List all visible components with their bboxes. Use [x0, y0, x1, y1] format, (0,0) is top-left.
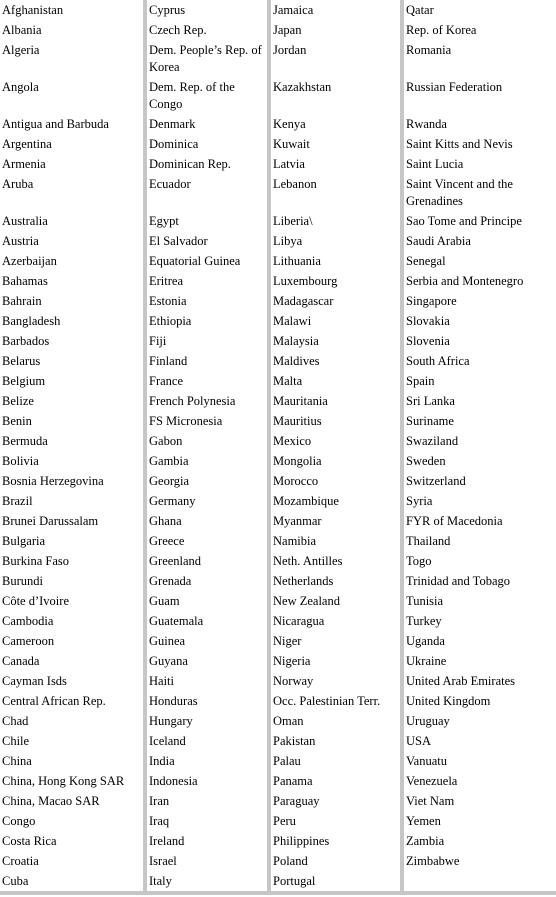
- country-cell: Portugal: [269, 871, 402, 893]
- country-cell: Senegal: [406, 254, 446, 268]
- country-cell: Haiti: [145, 671, 269, 691]
- country-cell: Bolivia: [0, 451, 145, 471]
- country-cell: Denmark: [145, 114, 269, 134]
- table-row: [0, 431, 556, 451]
- country-cell: Jamaica: [269, 0, 402, 20]
- country-cell: Ghana: [145, 511, 269, 531]
- table-row: [0, 451, 556, 471]
- country-cell: Norway: [269, 671, 402, 691]
- country-cell: Guinea: [145, 631, 269, 651]
- table-row: [0, 531, 556, 551]
- country-cell: China, Hong Kong SAR: [0, 771, 145, 791]
- country-cell: Azerbaijan: [0, 251, 145, 271]
- country-cell: Chad: [0, 711, 145, 731]
- country-cell: Romania: [406, 43, 452, 57]
- table-row: [0, 851, 556, 871]
- country-cell: Indonesia: [145, 771, 269, 791]
- country-cell: Cambodia: [0, 611, 145, 631]
- country-cell: Israel: [145, 851, 269, 871]
- country-cell: Kuwait: [269, 134, 402, 154]
- table-row: [0, 511, 556, 531]
- country-cell: Greece: [145, 531, 269, 551]
- country-cell: Dominican Rep.: [145, 154, 269, 174]
- country-cell: Chile: [0, 731, 145, 751]
- table-row: [0, 751, 556, 771]
- table-row: [0, 811, 556, 831]
- table-row: [0, 671, 556, 691]
- country-cell: Congo: [0, 811, 145, 831]
- country-cell: Angola: [0, 77, 145, 114]
- country-cell: French Polynesia: [145, 391, 269, 411]
- country-cell: Occ. Palestinian Terr.: [269, 691, 402, 711]
- country-cell: Greenland: [145, 551, 269, 571]
- country-cell: Zimbabwe: [406, 854, 460, 868]
- country-cell: Belarus: [0, 351, 145, 371]
- country-cell: Estonia: [145, 291, 269, 311]
- table-row: [0, 771, 556, 791]
- country-cell: Mozambique: [269, 491, 402, 511]
- country-cell: Suriname: [406, 414, 454, 428]
- country-cell: Niger: [269, 631, 402, 651]
- table-row: [0, 311, 556, 331]
- country-cell: FYR of Macedonia: [406, 514, 503, 528]
- country-cell: Guam: [145, 591, 269, 611]
- country-cell: Aruba: [0, 174, 145, 211]
- country-cell: Côte d’Ivoire: [0, 591, 145, 611]
- country-cell: Nicaragua: [269, 611, 402, 631]
- country-cell: Saint Vincent and the Grenadines: [406, 177, 513, 208]
- country-cell: Bahamas: [0, 271, 145, 291]
- table-row: [0, 271, 556, 291]
- table-row: [0, 331, 556, 351]
- country-cell: Kenya: [269, 114, 402, 134]
- table-row: [0, 211, 556, 231]
- country-cell: Albania: [0, 20, 145, 40]
- country-cell: Viet Nam: [406, 794, 455, 808]
- country-cell: Slovenia: [406, 334, 450, 348]
- country-cell: Guyana: [145, 651, 269, 671]
- table-row: [0, 831, 556, 851]
- country-cell: Liberia\: [269, 211, 402, 231]
- table-row: [0, 114, 556, 134]
- country-cell: Gabon: [145, 431, 269, 451]
- country-cell: Canada: [0, 651, 145, 671]
- country-cell: Dominica: [145, 134, 269, 154]
- country-cell: Armenia: [0, 154, 145, 174]
- country-cell: Dem. People’s Rep. of Korea: [145, 40, 269, 77]
- country-cell: Swaziland: [406, 434, 459, 448]
- country-cell: Malaysia: [269, 331, 402, 351]
- country-cell: Germany: [145, 491, 269, 511]
- country-cell: Cuba: [0, 871, 145, 893]
- table-row: [0, 391, 556, 411]
- country-cell: Saint Lucia: [406, 157, 464, 171]
- country-cell: Palau: [269, 751, 402, 771]
- country-cell: Neth. Antilles: [269, 551, 402, 571]
- country-cell: Vanuatu: [406, 754, 447, 768]
- country-cell: Togo: [406, 554, 432, 568]
- country-cell: Gambia: [145, 451, 269, 471]
- country-cell: Sri Lanka: [406, 394, 455, 408]
- country-cell: Hungary: [145, 711, 269, 731]
- country-cell: India: [145, 751, 269, 771]
- country-cell: Rwanda: [406, 117, 447, 131]
- table-row: [0, 571, 556, 591]
- country-cell: [402, 871, 556, 893]
- country-cell: Japan: [269, 20, 402, 40]
- table-row: [0, 491, 556, 511]
- country-cell: Croatia: [0, 851, 145, 871]
- country-cell: Finland: [145, 351, 269, 371]
- country-cell: Maldives: [269, 351, 402, 371]
- table-row: [0, 0, 556, 20]
- country-cell: Czech Rep.: [145, 20, 269, 40]
- table-row: [0, 591, 556, 611]
- country-cell: Sweden: [406, 454, 446, 468]
- country-cell: Nigeria: [269, 651, 402, 671]
- country-cell: Saudi Arabia: [406, 234, 471, 248]
- table-row: [0, 77, 556, 114]
- country-cell: Philippines: [269, 831, 402, 851]
- table-row: [0, 551, 556, 571]
- country-cell: Brunei Darussalam: [0, 511, 145, 531]
- country-cell: Bermuda: [0, 431, 145, 451]
- country-cell: Kazakhstan: [269, 77, 402, 114]
- country-cell: Mauritius: [269, 411, 402, 431]
- country-cell: Benin: [0, 411, 145, 431]
- country-cell: Rep. of Korea: [406, 23, 477, 37]
- country-cell: China, Macao SAR: [0, 791, 145, 811]
- table-row: [0, 20, 556, 40]
- country-cell: Iran: [145, 791, 269, 811]
- country-cell: Netherlands: [269, 571, 402, 591]
- table-row: [0, 691, 556, 711]
- country-cell: Yemen: [406, 814, 441, 828]
- country-cell: Ireland: [145, 831, 269, 851]
- country-cell: Oman: [269, 711, 402, 731]
- country-cell: Honduras: [145, 691, 269, 711]
- country-cell: Eritrea: [145, 271, 269, 291]
- country-cell: Iraq: [145, 811, 269, 831]
- country-cell: Tunisia: [406, 594, 444, 608]
- country-cell: Algeria: [0, 40, 145, 77]
- table-row: [0, 174, 556, 211]
- country-cell: Paraguay: [269, 791, 402, 811]
- table-row: [0, 40, 556, 77]
- country-cell: Uruguay: [406, 714, 450, 728]
- table-row: [0, 871, 556, 893]
- country-cell: Malawi: [269, 311, 402, 331]
- country-cell: Antigua and Barbuda: [0, 114, 145, 134]
- country-cell: Thailand: [406, 534, 451, 548]
- country-cell: Costa Rica: [0, 831, 145, 851]
- country-cell: Burkina Faso: [0, 551, 145, 571]
- country-cell: Qatar: [406, 3, 434, 17]
- country-cell: Spain: [406, 374, 435, 388]
- country-cell: Guatemala: [145, 611, 269, 631]
- country-cell: Brazil: [0, 491, 145, 511]
- country-cell: Russian Federation: [406, 80, 503, 94]
- country-cell: Syria: [406, 494, 433, 508]
- country-cell: Lebanon: [269, 174, 402, 211]
- country-cell: Argentina: [0, 134, 145, 154]
- country-cell: Sao Tome and Principe: [406, 214, 522, 228]
- country-cell: Afghanistan: [0, 0, 145, 20]
- country-cell: Bahrain: [0, 291, 145, 311]
- country-cell: Jordan: [269, 40, 402, 77]
- country-cell: Belize: [0, 391, 145, 411]
- country-cell: Trinidad and Tobago: [406, 574, 510, 588]
- country-cell: Georgia: [145, 471, 269, 491]
- country-cell: Cyprus: [145, 0, 269, 20]
- table-row: [0, 651, 556, 671]
- country-cell: Cayman Isds: [0, 671, 145, 691]
- table-row: [0, 791, 556, 811]
- country-cell: Australia: [0, 211, 145, 231]
- country-cell: Morocco: [269, 471, 402, 491]
- country-cell: Latvia: [269, 154, 402, 174]
- country-cell: Equatorial Guinea: [145, 251, 269, 271]
- table-row: [0, 154, 556, 174]
- country-cell: Central African Rep.: [0, 691, 145, 711]
- country-cell: El Salvador: [145, 231, 269, 251]
- country-cell: Venezuela: [406, 774, 458, 788]
- country-cell: Switzerland: [406, 474, 466, 488]
- country-cell: Zambia: [406, 834, 445, 848]
- table-row: [0, 231, 556, 251]
- country-cell: Libya: [269, 231, 402, 251]
- country-cell: Lithuania: [269, 251, 402, 271]
- table-row: [0, 631, 556, 651]
- country-cell: France: [145, 371, 269, 391]
- country-cell: Austria: [0, 231, 145, 251]
- country-cell: Mauritania: [269, 391, 402, 411]
- country-cell: Singapore: [406, 294, 457, 308]
- table-row: [0, 611, 556, 631]
- country-cell: Luxembourg: [269, 271, 402, 291]
- country-cell: Turkey: [406, 614, 442, 628]
- country-cell: Bulgaria: [0, 531, 145, 551]
- table-row: [0, 291, 556, 311]
- table-row: [0, 711, 556, 731]
- country-cell: Mexico: [269, 431, 402, 451]
- table-row: [0, 731, 556, 751]
- country-cell: Ukraine: [406, 654, 447, 668]
- country-cell: Mongolia: [269, 451, 402, 471]
- country-cell: Bangladesh: [0, 311, 145, 331]
- country-cell: FS Micronesia: [145, 411, 269, 431]
- table-row: [0, 471, 556, 491]
- country-cell: Cameroon: [0, 631, 145, 651]
- table-row: [0, 134, 556, 154]
- table-row: [0, 251, 556, 271]
- table-row: [0, 411, 556, 431]
- country-cell: Ecuador: [145, 174, 269, 211]
- country-cell: Namibia: [269, 531, 402, 551]
- country-cell: Dem. Rep. of the Congo: [145, 77, 269, 114]
- country-cell: Italy: [145, 871, 269, 893]
- country-cell: New Zealand: [269, 591, 402, 611]
- country-cell: South Africa: [406, 354, 470, 368]
- country-cell: United Arab Emirates: [406, 674, 515, 688]
- country-cell: Bosnia Herzegovina: [0, 471, 145, 491]
- country-cell: Saint Kitts and Nevis: [406, 137, 513, 151]
- country-cell: Slovakia: [406, 314, 450, 328]
- country-cell: Myanmar: [269, 511, 402, 531]
- country-cell: Grenada: [145, 571, 269, 591]
- country-cell: Peru: [269, 811, 402, 831]
- country-cell: Madagascar: [269, 291, 402, 311]
- country-cell: China: [0, 751, 145, 771]
- country-cell: Serbia and Montenegro: [406, 274, 524, 288]
- table-row: [0, 371, 556, 391]
- country-cell: Barbados: [0, 331, 145, 351]
- country-cell: United Kingdom: [406, 694, 491, 708]
- country-cell: Ethiopia: [145, 311, 269, 331]
- country-cell: Iceland: [145, 731, 269, 751]
- country-cell: Poland: [269, 851, 402, 871]
- country-cell: Pakistan: [269, 731, 402, 751]
- country-cell: Malta: [269, 371, 402, 391]
- country-cell: Belgium: [0, 371, 145, 391]
- table-row: [0, 351, 556, 371]
- country-cell: Fiji: [145, 331, 269, 351]
- country-cell: Uganda: [406, 634, 445, 648]
- country-cell: Burundi: [0, 571, 145, 591]
- country-cell: Panama: [269, 771, 402, 791]
- country-cell: Egypt: [145, 211, 269, 231]
- country-cell: USA: [406, 734, 432, 748]
